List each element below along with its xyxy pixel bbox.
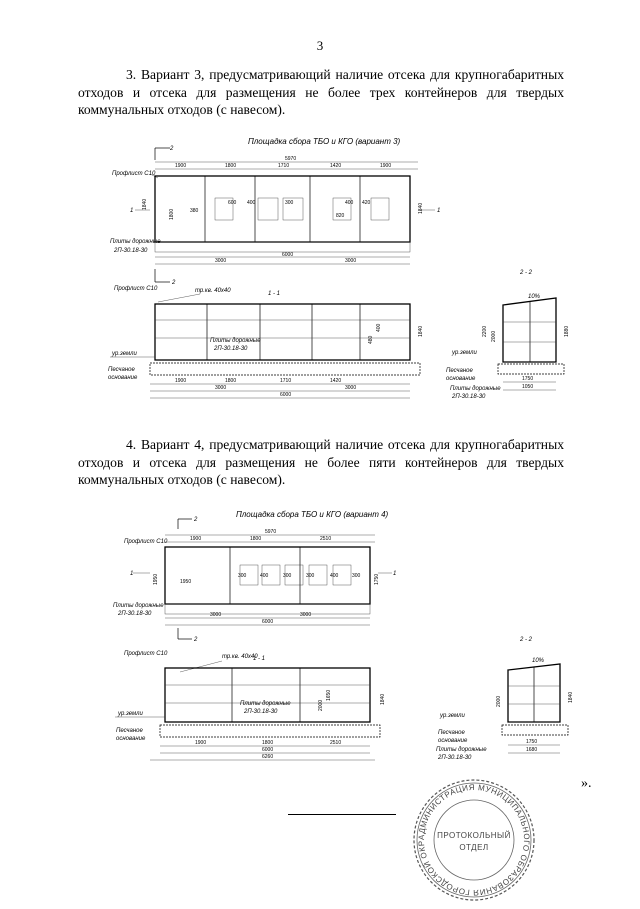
ground-label: ур.земли [112,351,137,357]
section-1-1 [115,651,386,760]
section-2-2 [436,637,574,761]
section-mark: 2 [170,146,174,152]
svg-text:2000: 2000 [491,330,497,342]
svg-text:300: 300 [306,573,315,579]
svg-text:1650: 1650 [326,689,332,701]
svg-text:400: 400 [247,200,256,206]
svg-text:2510: 2510 [320,536,332,542]
plan-view [113,517,396,643]
svg-text:2200: 2200 [482,325,488,337]
drawing-variant-3 [0,132,640,422]
svg-text:основание: основание [108,375,138,381]
svg-text:1800: 1800 [262,740,274,746]
svg-text:400: 400 [345,200,354,206]
technical-drawing [0,132,640,422]
svg-text:1 - 1: 1 - 1 [253,656,266,662]
drawing-variant-4 [0,505,640,770]
svg-text:6000: 6000 [280,392,292,398]
paragraph-variant-4 [78,436,564,489]
svg-text:400: 400 [330,573,339,579]
drawing-title: Площадка сбора ТБО и КГО (вариант 3) [248,137,401,146]
svg-text:2П-30.18-30: 2П-30.18-30 [244,709,278,715]
paragraph-text: 4. Вариант 4, предусматривающий наличие отсека для крупногабаритных отходов и отсека для размещения не более пяти контейнеров для твердых коммунальных отходов (с навесом). [78,437,564,487]
svg-text:480: 480 [368,335,374,344]
svg-text:2П-30.18-30: 2П-30.18-30 [114,248,148,254]
svg-text:1900: 1900 [175,378,187,384]
svg-text:Плиты дорожные: Плиты дорожные [450,386,501,392]
svg-text:2 - 2: 2 - 2 [520,637,533,643]
svg-text:Песчаное: Песчаное [108,367,135,373]
svg-text:1950: 1950 [153,573,159,585]
svg-text:2: 2 [194,517,198,523]
svg-text:1710: 1710 [278,163,290,169]
svg-text:1800: 1800 [225,378,237,384]
svg-text:1710: 1710 [280,378,292,384]
svg-text:тр.кв. 40х40: тр.кв. 40х40 [222,654,258,660]
svg-text:300: 300 [352,573,361,579]
svg-text:1420: 1420 [330,378,342,384]
svg-text:Профлист С10: Профлист С10 [124,651,168,657]
svg-text:6260: 6260 [262,754,274,760]
svg-text:5970: 5970 [265,529,277,535]
svg-text:1880: 1880 [564,325,570,337]
svg-text:3000: 3000 [215,385,227,391]
svg-text:1840: 1840 [418,202,424,214]
svg-text:2: 2 [172,280,176,286]
section-1-1 [108,286,424,398]
svg-text:1: 1 [130,208,134,214]
svg-text:Профлист С10: Профлист С10 [114,286,158,292]
svg-text:основание: основание [116,736,146,742]
svg-text:2П-30.18-30: 2П-30.18-30 [438,755,472,761]
svg-text:5970: 5970 [285,156,297,162]
svg-text:10%: 10% [528,294,541,300]
svg-text:1750: 1750 [526,739,538,745]
svg-text:ур.земли: ур.земли [452,350,477,356]
svg-text:ур.земли: ур.земли [440,713,465,719]
technical-drawing [0,505,640,770]
svg-text:основание: основание [446,376,476,382]
svg-text:1: 1 [130,571,134,577]
svg-text:2П-30.18-30: 2П-30.18-30 [118,611,152,617]
svg-text:3000: 3000 [345,385,357,391]
svg-text:1420: 1420 [330,163,342,169]
svg-text:3000: 3000 [210,612,222,618]
svg-text:2П-30.18-30: 2П-30.18-30 [214,346,248,352]
svg-text:1900: 1900 [380,163,392,169]
svg-text:820: 820 [336,213,345,219]
svg-text:1900: 1900 [190,536,202,542]
svg-text:2: 2 [194,637,198,643]
svg-text:3000: 3000 [300,612,312,618]
svg-text:Профлист С10: Профлист С10 [124,539,168,545]
svg-text:1050: 1050 [522,384,534,390]
svg-text:1950: 1950 [180,579,192,585]
svg-text:Песчаное: Песчаное [438,730,465,736]
paragraph-variant-3 [78,66,564,119]
svg-text:1800: 1800 [250,536,262,542]
svg-text:1840: 1840 [568,691,574,703]
svg-text:300: 300 [283,573,292,579]
svg-text:1750: 1750 [374,573,380,585]
svg-text:ур.земли: ур.земли [118,711,143,717]
svg-text:2000: 2000 [318,699,324,711]
svg-text:Плиты дорожные: Плиты дорожные [210,338,261,344]
svg-text:тр.кв. 40х40: тр.кв. 40х40 [195,288,231,294]
svg-text:3000: 3000 [345,258,357,264]
svg-text:Плиты дорожные: Плиты дорожные [113,603,164,609]
svg-text:2000: 2000 [496,695,502,707]
paragraph-text: 3. Вариант 3, предусматривающий наличие отсека для крупногабаритных отходов и отсека для размещения не более трех контейнеров для твердых коммунальных отходов (с навесом). [78,67,564,117]
svg-text:400: 400 [260,573,269,579]
svg-text:1900: 1900 [175,163,187,169]
closing-quote: ». [581,776,592,791]
svg-text:380: 380 [190,208,199,214]
svg-text:2П-30.18-30: 2П-30.18-30 [452,394,486,400]
svg-text:ОТДЕЛ: ОТДЕЛ [459,843,489,852]
svg-text:1840: 1840 [418,325,424,337]
svg-text:6000: 6000 [262,747,274,753]
svg-text:ПРОТОКОЛЬНЫЙ: ПРОТОКОЛЬНЫЙ [437,831,511,840]
svg-text:Плиты дорожные: Плиты дорожные [240,701,291,707]
svg-text:2 - 2: 2 - 2 [520,270,533,276]
official-stamp [410,776,538,909]
stamp-seal-icon [410,776,538,904]
svg-text:1840: 1840 [380,693,386,705]
svg-text:1: 1 [437,208,441,214]
svg-text:3000: 3000 [215,258,227,264]
slabs-label: Плиты дорожные [110,239,161,245]
svg-text:Плиты дорожные: Плиты дорожные [436,747,487,753]
svg-text:Песчаное: Песчаное [446,368,473,374]
svg-text:1750: 1750 [522,376,534,382]
svg-text:6000: 6000 [262,619,274,625]
page-number: 3 [316,38,324,53]
svg-text:основание: основание [438,738,468,744]
svg-text:6000: 6000 [282,252,294,258]
section-title: 1 - 1 [268,291,281,297]
svg-text:1800: 1800 [169,208,175,220]
drawing-title: Площадка сбора ТБО и КГО (вариант 4) [236,510,389,519]
signature-line [288,814,396,815]
profile-label: Профлист С10 [112,171,156,177]
svg-text:1800: 1800 [225,163,237,169]
svg-text:1840: 1840 [142,198,148,210]
svg-text:1: 1 [393,571,397,577]
svg-text:420: 420 [362,200,371,206]
plan-view [110,146,440,286]
svg-text:2510: 2510 [330,740,342,746]
svg-text:1680: 1680 [526,747,538,753]
svg-text:300: 300 [285,200,294,206]
svg-text:600: 600 [228,200,237,206]
svg-text:АДМИНИСТРАЦИЯ МУНИЦИПАЛЬНОГО О: АДМИНИСТРАЦИЯ МУНИЦИПАЛЬНОГО ОБРАЗОВАНИЯ ГОРОДСКОЙ ОКР [416,782,532,898]
svg-text:Песчаное: Песчаное [116,728,143,734]
svg-text:10%: 10% [532,658,545,664]
svg-text:400: 400 [376,323,382,332]
svg-text:300: 300 [238,573,247,579]
svg-text:1900: 1900 [195,740,207,746]
section-2-2 [446,270,570,400]
